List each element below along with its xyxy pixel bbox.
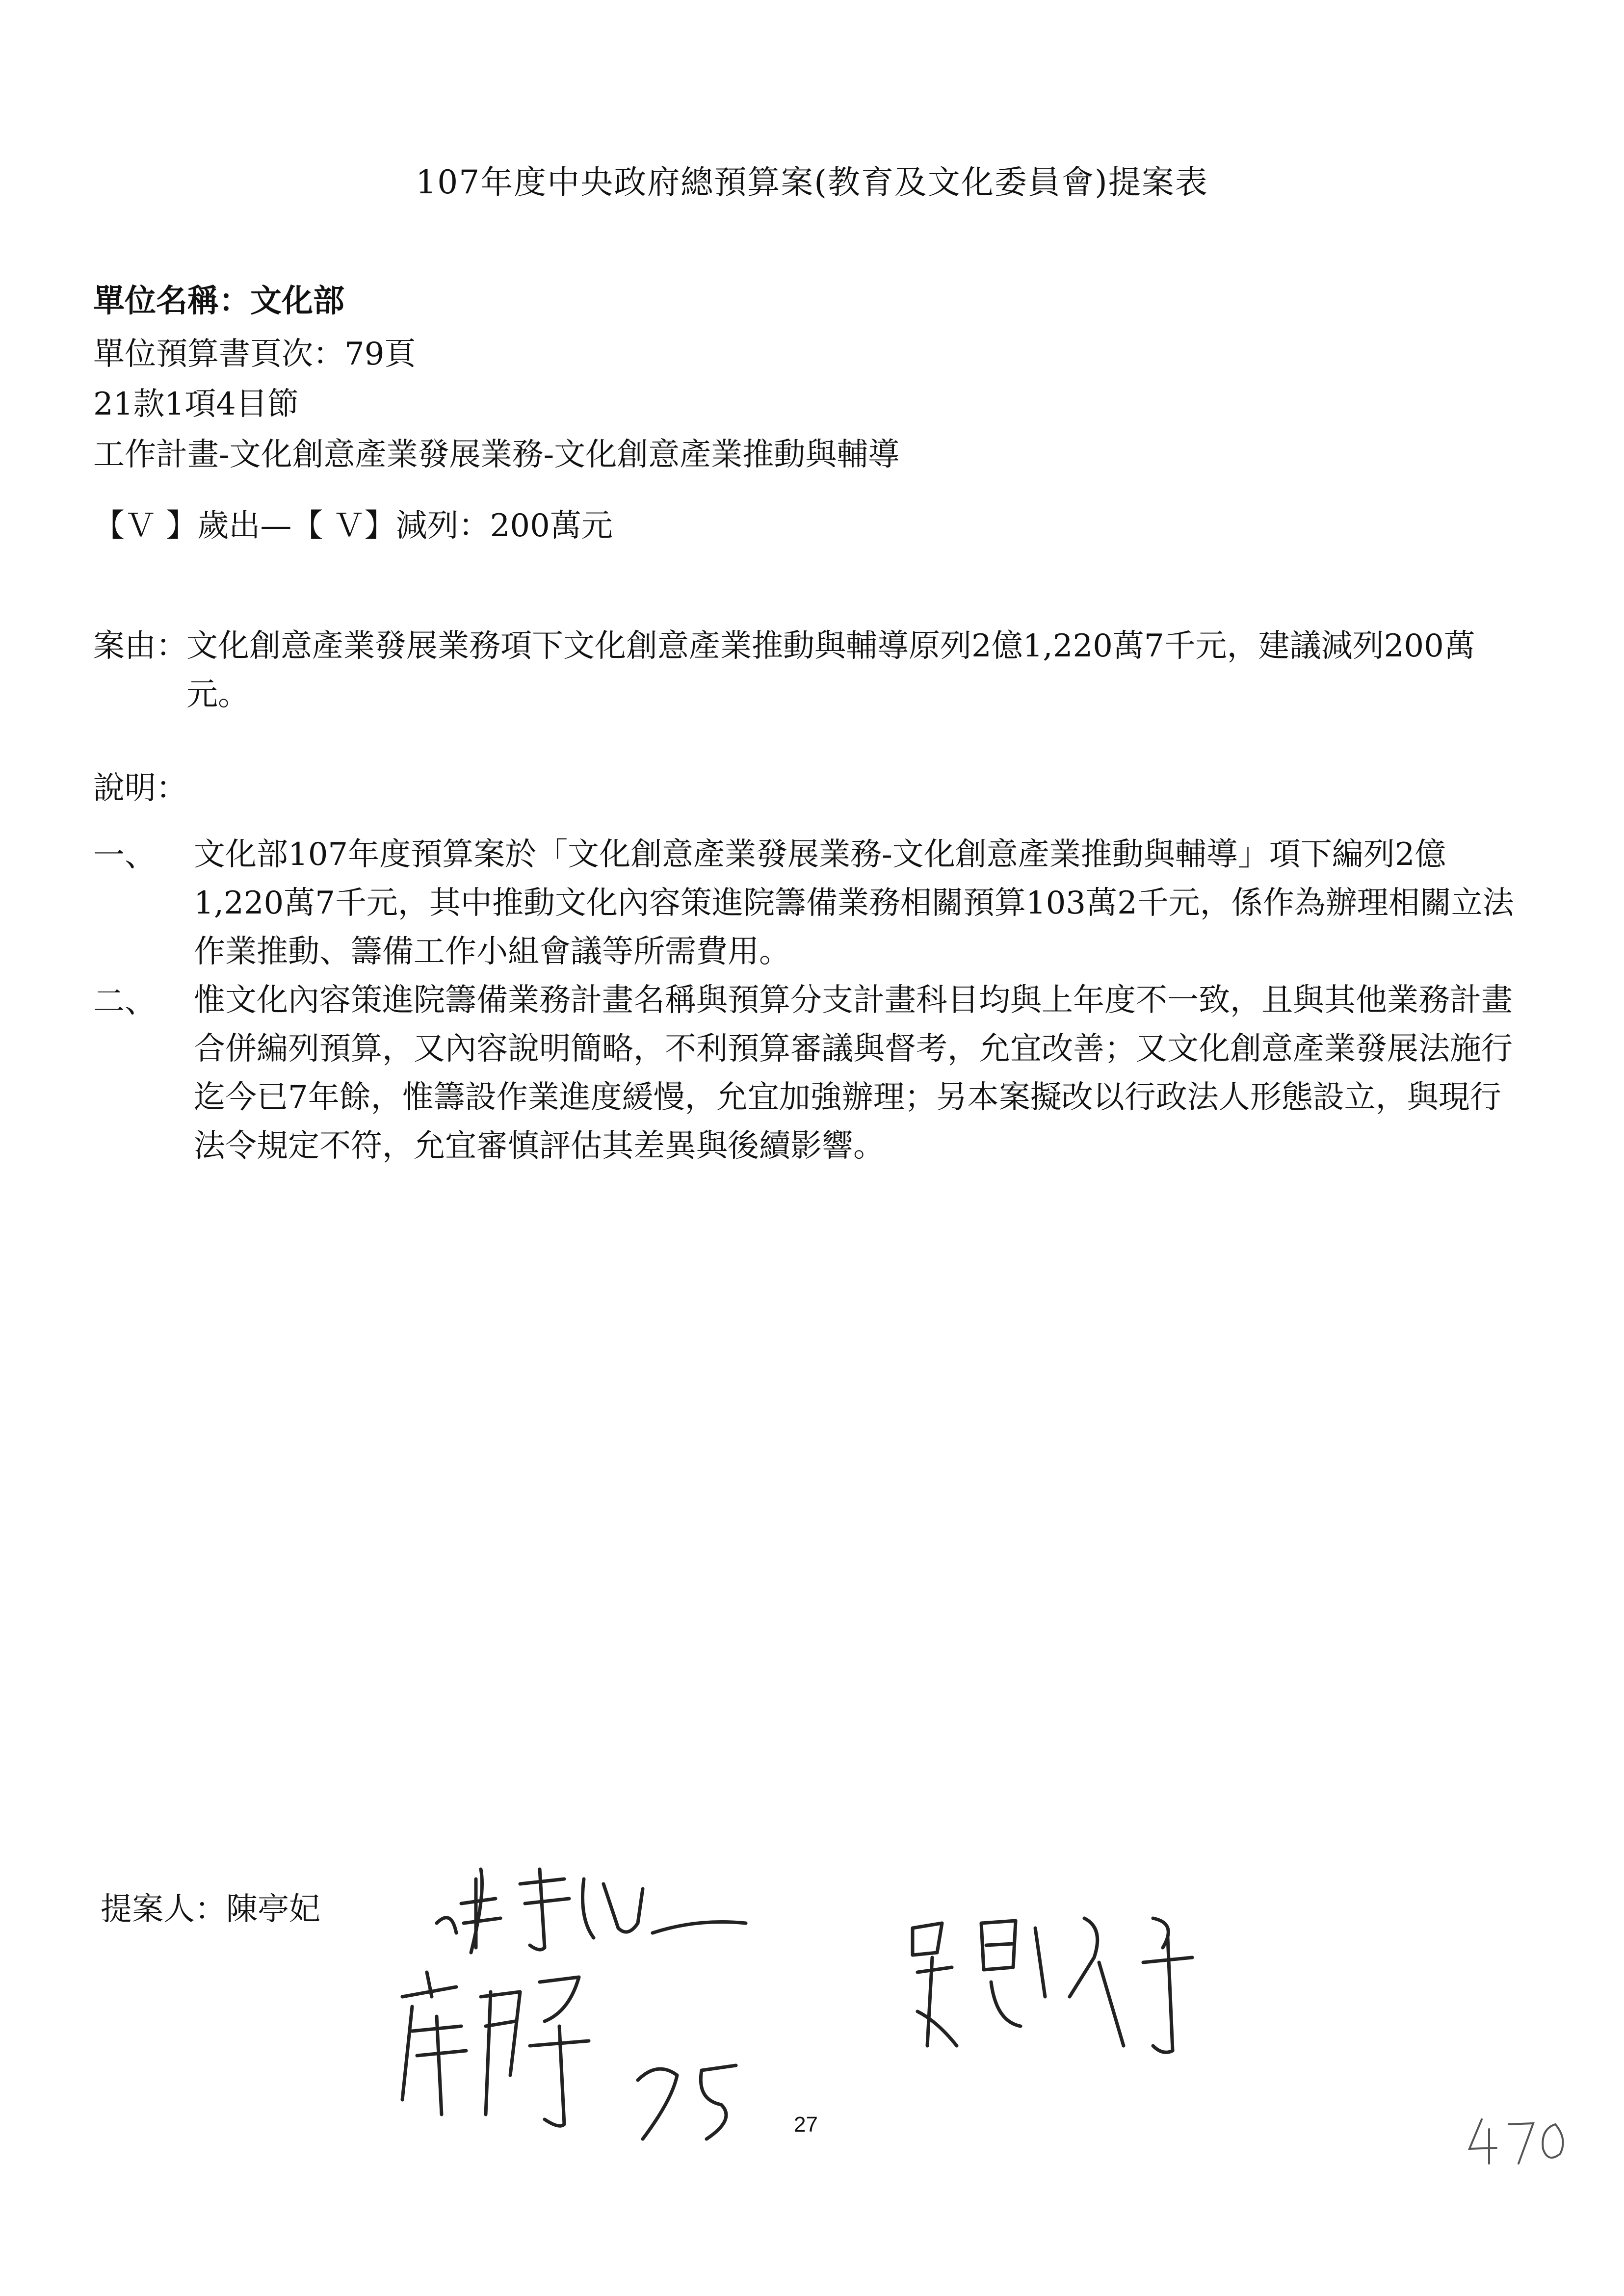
- item-1-text: 文化部107年度預算案於「文化創意產業發展業務-文化創意產業推動與輔導」項下編列2億1,220萬7千元，其中推動文化內容策進院籌備業務相關預算103萬2千元，係作為辦理相關立法作業推動、籌備工作小組會議等所需費用。: [194, 836, 1514, 970]
- proposer: 提案人：陳亭妃: [101, 1891, 320, 1928]
- work-plan: 工作計畫-文化創意產業發展業務-文化創意產業推動與輔導: [93, 437, 900, 473]
- handwritten-page-annotation: [1462, 2110, 1580, 2173]
- item-2-marker: 二、: [93, 984, 156, 1020]
- signature-1: [422, 1850, 765, 1962]
- signature-2: [383, 1953, 898, 2168]
- budget-page-ref: 單位預算書頁次：79頁: [93, 336, 416, 372]
- budget-section: 21款1項4目節: [93, 386, 299, 422]
- signature-3: [898, 1899, 1266, 2075]
- item-1-marker: 一、: [93, 837, 156, 874]
- unit-name: 單位名稱：文化部: [93, 283, 344, 319]
- expenditure-reduction-line: 【Ｖ 】歲出—【 Ｖ】減列：200萬元: [93, 508, 613, 544]
- item-2-text: 惟文化內容策進院籌備業務計畫名稱與預算分支計畫科目均與上年度不一致，且與其他業務計畫合併編列預算，又內容說明簡略，不利預算審議與督考，允宜改善；又文化創意產業發展法施行迄今已7年餘，惟籌設作業進度緩慢，允宜加強辦理；另本案擬改以行政法人形態設立，與現行法令規定不符，允宜審慎評估其差異與後續影響。: [194, 982, 1513, 1164]
- page-number: 27: [794, 2113, 818, 2137]
- explanation-label: 說明：: [93, 770, 187, 807]
- reason-label: 案由：: [93, 628, 187, 664]
- document-title: 107年度中央政府總預算案(教育及文化委員會)提案表: [416, 163, 1208, 201]
- reason-text: 文化創意產業發展業務項下文化創意產業推動與輔導原列2億1,220萬7千元，建議減列200萬元。: [186, 628, 1475, 713]
